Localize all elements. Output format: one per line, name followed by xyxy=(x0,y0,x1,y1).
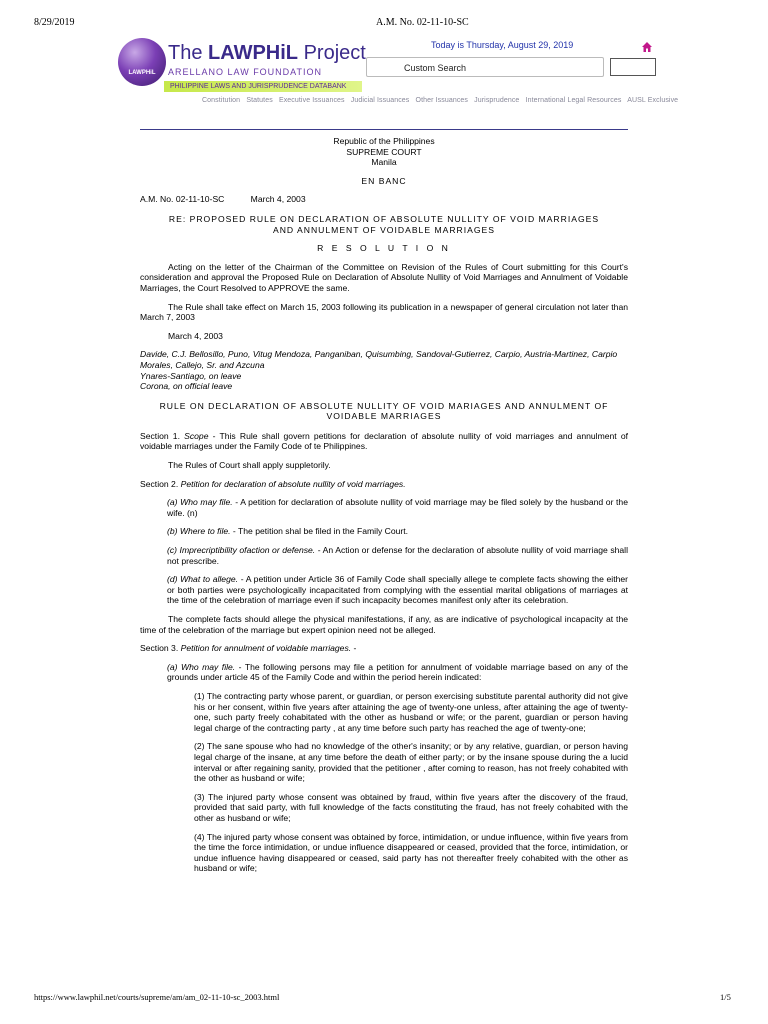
section-3a: (a) Who may file. - The following persons may file a petition for annulment of voidable marriage based on any of the grounds under article 45 of the Family Code and within the period herein indicated: xyxy=(167,661,628,683)
header-court: SUPREME COURT xyxy=(346,146,422,157)
re-title: RE: PROPOSED RULE ON DECLARATION OF ABSOLUTE NULLITY OF VOID MARRIAGES AND ANNULMENT OF VOIDABLE MARRIAGES xyxy=(168,213,600,235)
site-title: The LAWPHiL Project xyxy=(168,42,366,64)
justices: Davide, C.J. Bellosillo, Puno, Vitug Mendoza, Panganiban, Quisumbing, Sandoval-Gutierrez, Carpio, Austria-Martinez, Carpio Morales, Callejo, Sr. and Azcuna xyxy=(140,349,618,370)
header-republic: Republic of the Philippines xyxy=(333,136,435,146)
section-2d: (d) What to allege. - A petition under Article 36 of Family Code shall specially allege te complete facts showing the either or both parties were psychologically incapacitated from complying with the essential marital obligations of marriages at the time of the celebration of marriage even if such incapacity becomes manifest only after its celebration. xyxy=(167,574,629,606)
document-body xyxy=(140,136,628,874)
ground-2: (2) The sane spouse who had no knowledge of the other's insanity; or by any relative, guardian, or person having legal charge of the insane, at any time before the death of either party; or by the insane spouse during the a lucid interval or after regaining sanity, provided that the petitioner , after coming to reason, has not freely cohabited with the other as husband or wife; xyxy=(194,741,628,784)
header-city: Manila xyxy=(371,157,397,168)
today-date: Today is Thursday, August 29, 2019 xyxy=(431,40,574,50)
justices-leave: Ynares-Santiago, on leave xyxy=(140,370,242,381)
section-2a: (a) Who may file. - A petition for declaration of absolute nullity of void marriage may be filed solely by the husband or the wife. (n) xyxy=(167,497,628,518)
paragraph: The Rule shall take effect on March 15, 2003 following its publication in a newspaper of general circulation not later than March 7, 2003 xyxy=(140,301,628,323)
en-banc: EN BANC xyxy=(361,175,407,186)
globe-icon xyxy=(118,38,166,86)
nav-constitution[interactable]: Constitution xyxy=(202,97,241,104)
case-number: A.M. No. 02-11-10-SC xyxy=(140,194,225,205)
paragraph: Acting on the letter of the Chairman of the Committee on Revision of the Rules of Court submitting for this Court's consideration and approval the Proposed Rule on Declaration of Absolute Nullity of Void Marriages and Annulment of Voidable Marriages, the Court Resolved to APPROVE the same. xyxy=(140,261,628,293)
paragraph: The complete facts should allege the physical manifestations, if any, as are indicative of psychological incapacity at the time of the celebration of the marriage but expert opinion need not be alleged. xyxy=(140,614,628,635)
nav-judicial-issuances[interactable]: Judicial Issuances xyxy=(350,97,410,104)
print-date: 8/29/2019 xyxy=(34,17,75,28)
section-3: Section 3. Petition for annulment of voidable marriages. - xyxy=(140,643,357,654)
paragraph: March 4, 2003 xyxy=(168,330,223,341)
nav-jurisprudence[interactable]: Jurisprudence xyxy=(474,97,520,104)
nav-international[interactable]: International Legal Resources xyxy=(525,97,622,104)
section-1: Section 1. Scope - This Rule shall govern petitions for declaration of absolute nullity of void marriages and annulment of voidable marriages under the Family Code of te Philippines. xyxy=(140,430,629,452)
footer-page-number: 1/5 xyxy=(720,992,731,1002)
section-2: Section 2. Petition for declaration of absolute nullity of void marriages. xyxy=(140,478,406,489)
site-tagline: PHILIPPINE LAWS AND JURISPRUDENCE DATABANK xyxy=(164,81,362,92)
nav-executive-issuances[interactable]: Executive Issuances xyxy=(278,97,345,104)
case-date: March 4, 2003 xyxy=(250,194,306,205)
divider xyxy=(140,129,628,130)
justices-official-leave: Corona, on official leave xyxy=(140,381,233,392)
search-button[interactable] xyxy=(610,58,656,76)
nav-other-issuances[interactable]: Other Issuances xyxy=(415,97,469,104)
nav-statutes[interactable]: Statutes xyxy=(246,97,273,104)
search-input[interactable]: Custom Search xyxy=(366,57,604,77)
logo-badge: LAWPHiL xyxy=(128,70,156,76)
paragraph: The Rules of Court shall apply suppletorily. xyxy=(168,460,331,471)
case-number-line xyxy=(140,194,628,205)
site-subtitle: ARELLANO LAW FOUNDATION xyxy=(168,67,323,77)
section-2c: (c) Imprecriptibility ofaction or defense. - An Action or defense for the declaration of absolute nullity of void marriage shall not prescribe. xyxy=(167,545,628,566)
ground-4: (4) The injured party whose consent was obtained by force, intimidation, or undue influence, within five years from the time the force intimidation, or undue influence disappeared or ceased, provided that the force, intimidation, or undue influence having disappeared or ceased, said party has not thereafter freely cohabited with the other as husband or wife; xyxy=(194,831,628,874)
resolution-heading: R E S O L U T I O N xyxy=(317,243,451,254)
print-title: A.M. No. 02-11-10-SC xyxy=(376,17,469,28)
top-nav xyxy=(202,97,678,104)
home-icon[interactable] xyxy=(641,40,653,52)
footer-url: https://www.lawphil.net/courts/supreme/am/am_02-11-10-sc_2003.html xyxy=(34,992,280,1002)
section-2b: (b) Where to file. - The petition shal be filed in the Family Court. xyxy=(167,526,409,537)
rule-title: RULE ON DECLARATION OF ABSOLUTE NULLITY OF VOID MARIAGES AND ANNULMENT OF VOIDABLE MARRIAGES xyxy=(159,400,609,422)
nav-ausl[interactable]: AUSL Exclusive xyxy=(627,97,679,104)
site-logo[interactable] xyxy=(118,38,366,96)
ground-3: (3) The injured party whose consent was obtained by fraud, within five years after the discovery of the fraud, provided that said party, with full knowledge of the facts constituting the fraud, has not freely cohabited with the other as husband or wife; xyxy=(194,791,628,823)
ground-1: (1) The contracting party whose parent, or guardian, or person exercising substitute parental authority did not give his or her consent, within five years after attaining the age of twenty-one unless, after attaining the age of twenty-one, such party freely cohabitated with the other as husband or wife; or the parent, guardian or person having legal charge of the contracting party , at any time before such party has reached the age of twenty-one; xyxy=(194,690,628,733)
